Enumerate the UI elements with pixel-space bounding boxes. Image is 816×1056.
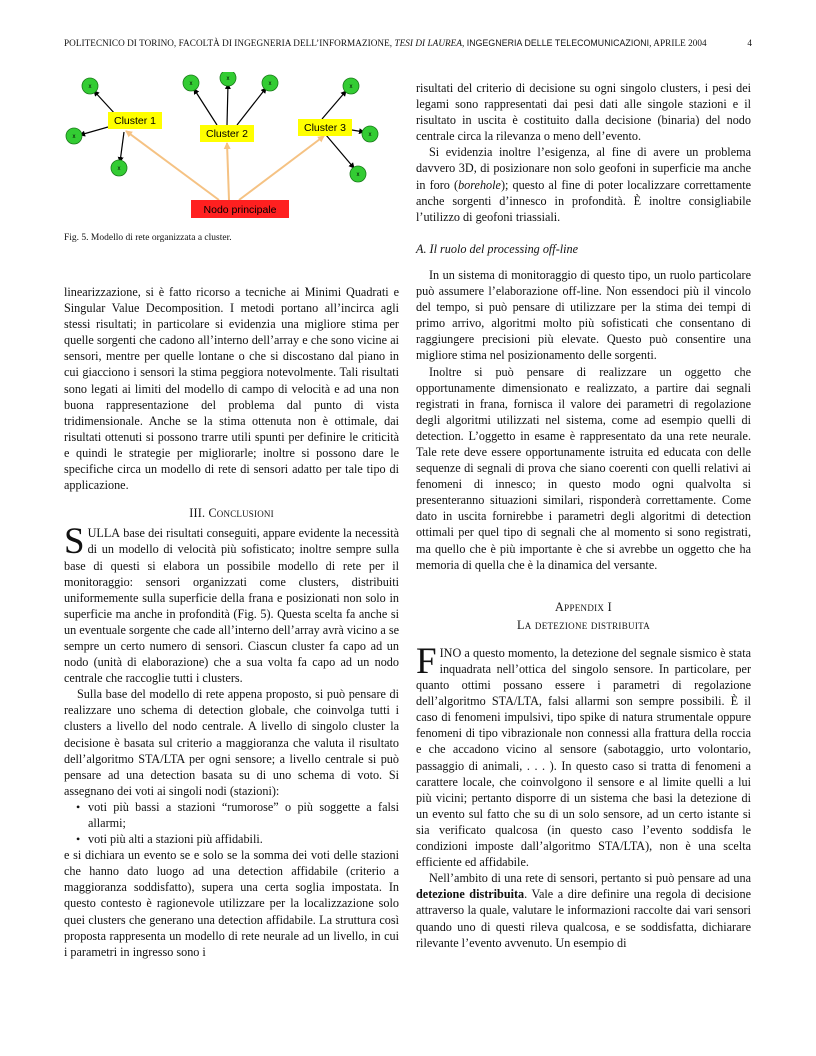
paragraph-text: ); questo al fine di poter localizzare correttamente anche sorgenti d’innesco in profondità. È inoltre consigliabile l’utilizzo di geofoni triassiali. [416, 177, 751, 224]
section-heading [64, 505, 399, 521]
bullet-item: • voti più alti a stazioni più affidabili. [88, 831, 399, 847]
drop-cap: F [416, 640, 437, 682]
sensor-node-label: x [72, 134, 76, 140]
lead-word: ULLA [87, 526, 121, 541]
paragraph: linearizzazione, si è fatto ricorso a tecniche ai Minimi Quadrati e Singular Value Decomposition. I metodi portano all’incirca agli stessi risultati; in particolare si evidenzia una migliore stima per quelle sorgenti che cadono all’interno dell’array e che sono vicine ai sensori, mentre per quelle lontane o che si discostano dal piano in cui giacciono i sensori la stima peggiora notevolmente. Tali risultati sono legati ai limiti del modello di campo di velocità e ad una non buona rappresentazione del problema dal punto di vista tridimensionale. Anche se la stima ottenuta non è ottimale, dai risultati ottenuti si possono trarre utili spunti per definire le criticità e quindi le strategie per migliorarle; inoltre si possono dare le specifiche circa un modello di rete di sensori adatto per tale tipo di applicazione. [64, 285, 399, 493]
paragraph [416, 870, 751, 950]
running-header [64, 38, 752, 48]
header-thesis: TESI DI LAUREA [394, 38, 463, 48]
subsection-heading: A. Il ruolo del processing off-line [416, 241, 579, 256]
emphasis-borehole: borehole [458, 177, 501, 192]
paragraph-text: Nell’ambito di una rete di sensori, pertanto si può pensare ad una [429, 871, 751, 886]
appendix-title: Appendix I [555, 599, 612, 614]
drop-cap: S [64, 521, 85, 563]
cluster-boxes [108, 112, 352, 142]
link-main-cluster3 [239, 136, 324, 200]
paragraph: Sulla base del modello di rete appena proposto, si può pensare di realizzare uno schema di detection globale, che coinvolga tutti i clusters a livello del nodo centrale. A livello di singolo cluster la decisione è basata sul criterio a maggioranza che valuta il risultato dell’algoritmo STA/LTA per ogni sensore; a livello centrale si può pensare ad una detection basata su di uno schema di voto. Si assegnano dei voti ai singoli nodi (stazioni): [64, 687, 399, 798]
cluster3-label: Cluster 3 [303, 122, 347, 134]
bold-term: detezione distribuita [416, 887, 525, 902]
header-date: , APRILE 2004 [649, 38, 707, 48]
sensor-node-label: x [88, 84, 92, 90]
figure-caption: Fig. 5. Modello di rete organizzata a cluster. [64, 233, 232, 243]
paragraph-text: . Vale a dire definire una regola di decisione attraverso la quale, valutare le informazioni raccolte dai vari sensori quando uno di questi rileva qualcosa, e se soddisfatta, dichiarare rilevante l’evento avvenuto. Un esempio di [416, 887, 751, 950]
cluster1-label: Cluster 1 [113, 115, 157, 127]
sensor-node-label: x [189, 81, 193, 87]
sensor-node-label: x [268, 81, 272, 87]
bullet-item: • voti più bassi a stazioni “rumorose” o più soggette a falsi allarmi; [88, 799, 399, 831]
paragraph-text: base dei risultati conseguiti, appare evidente la necessità di un modello di velocità più sofisticato; inoltre sempre sulla base di questi si elabora un possibile modello di rete per il monitoraggio: sensori organizzati come clusters, distribuiti uniformemente sulla superficie della frana e posizionati non solo in superficie ma anche in profondità (Fig. 5). Questa scelta fa anche si un eventuale sorgente che cade all’interno dell’array avrà vicino a se sempre un certo numero di sensori. Ciascun cluster fa capo ad un nodo (unità di elaborazione) che a sua volta fa capo ad un nodo centrale che raccoglie tutti i clusters. [64, 526, 399, 686]
bullet-list [64, 799, 399, 847]
appendix-subtitle: La detezione distribuita [517, 617, 650, 632]
paragraph: risultati del criterio di decisione su ogni singolo clusters, i pesi dei legami sono rappresentati dai pesi dati alle singole stazioni e il risultato in uscita è costituito dalla decisione (binaria) del nodo centrale circa la rilevanza o meno dell’evento. [416, 81, 751, 144]
section-number: III. [189, 506, 209, 521]
paragraph: Inoltre si può pensare di realizzare un oggetto che opportunamente dimensionato e realizzato, a partire dai segnali registrati in frana, fornisca il valore dei parametri di regolazione degli algoritmi utilizzati nel sistema, come ad esempio quelli di detection. L’oggetto in esame è rappresentato da una rete neurale. Tale rete deve essere opportunamente istruita ed educata con delle sequenze di segnali di prova che siano coerenti con quelli relativi ai fenomeni di innesco; in questo modo ogni qualvolta si presenteranno situazioni similari, risponderà correttamente. Come dato in uscita fornirebbe i parametri degli algoritmi di detection ottimali per quel tipo di segnali che al momento si sono registrati, ma quello che è più importante è che si avrebbe un oggetto che ha memoria di quella che è la dinamica del versante. [416, 364, 751, 572]
paragraph: e si dichiara un evento se e solo se la somma dei voti delle stazioni che hanno dato luogo ad una detection affidabile (criterio a maggioranza soddisfatto), supera una certa soglia impostata. In questo contesto è ragionevole utilizzare per la localizzazione solo quei clusters che generano una detection affidabile. La struttura così proposta rappresenta un modello di rete neurale ad un livello, in cui i parametri in ingresso sono i [64, 848, 399, 959]
right-column [416, 80, 751, 951]
sensor-node-label: x [349, 84, 353, 90]
sensor-node-label: x [117, 166, 121, 172]
lead-word: INO [439, 645, 462, 660]
section-title: Conclusioni [208, 506, 274, 521]
paragraph-text: a questo momento, la detezione del segnale sismico è stata inquadrata nell’ottica del singolo sensore. In particolare, per quanto ottimi possano essere i parametri di regolazione dell’algoritmo STA/LTA, falsi allarmi son sempre possibili. È il caso di fenomeni impulsivi, tipo spike di natura strumentale oppure fenomeni di tipo vibrazionale non connessi alla frattura della roccia e che accadono vicino al sensore (sabotaggio, urto volontario, passaggio di animali, . . . ). In questo caso si tratta di fenomeni a carattere locale, che coinvolgono il sensore e al limite quelli a lui più vicini; pertanto disporre di un sistema che basi la detezione di un evento sul fatto che su di un solo sensore, ad un certo istante si sia verificato qualcosa (in questo caso l’evento soddisfa le condizioni imposte dall’algoritmo STA/LTA), non è una scelta efficiente ed affidabile. [416, 645, 751, 870]
left-column [64, 284, 399, 960]
main-node-label: Nodo principale [203, 204, 277, 216]
paragraph-dropcap [64, 521, 399, 686]
sensor-node-label: x [356, 172, 360, 178]
cluster2-label: Cluster 2 [205, 128, 249, 140]
header-sep: , [462, 38, 467, 48]
paragraph [416, 144, 751, 224]
page-number: 4 [747, 38, 752, 48]
sensor-node-label: x [226, 76, 230, 82]
header-course: INGEGNERIA DELLE TELECOMUNICAZIONI [466, 38, 650, 48]
paragraph: In un sistema di monitoraggio di questo tipo, un ruolo particolare può assumere l’elaborazione off-line. Non essendoci più il vincolo del tempo, si può pensare di utilizzare per la stima dei tempi di primo arrivo, algoritmi molto più sofisticati che consentano di raggiungere precisioni più elevate. Questo può consentire una migliore stima nel posizionamento delle sorgenti. [416, 267, 751, 363]
sensor-node-label: x [368, 132, 372, 138]
paragraph-dropcap [416, 640, 751, 870]
header-institution: POLITECNICO DI TORINO, FACOLTÀ DI INGEGNERIA DELL’INFORMAZIONE, [64, 38, 395, 48]
link-main-cluster2 [227, 143, 229, 200]
cluster-network-figure [64, 72, 394, 222]
paragraph-text: Si evidenzia inoltre l’esigenza, al fine di avere un problema davvero 3D, di posizionare non solo geofoni in superficie ma anche in foro ( [416, 145, 751, 192]
